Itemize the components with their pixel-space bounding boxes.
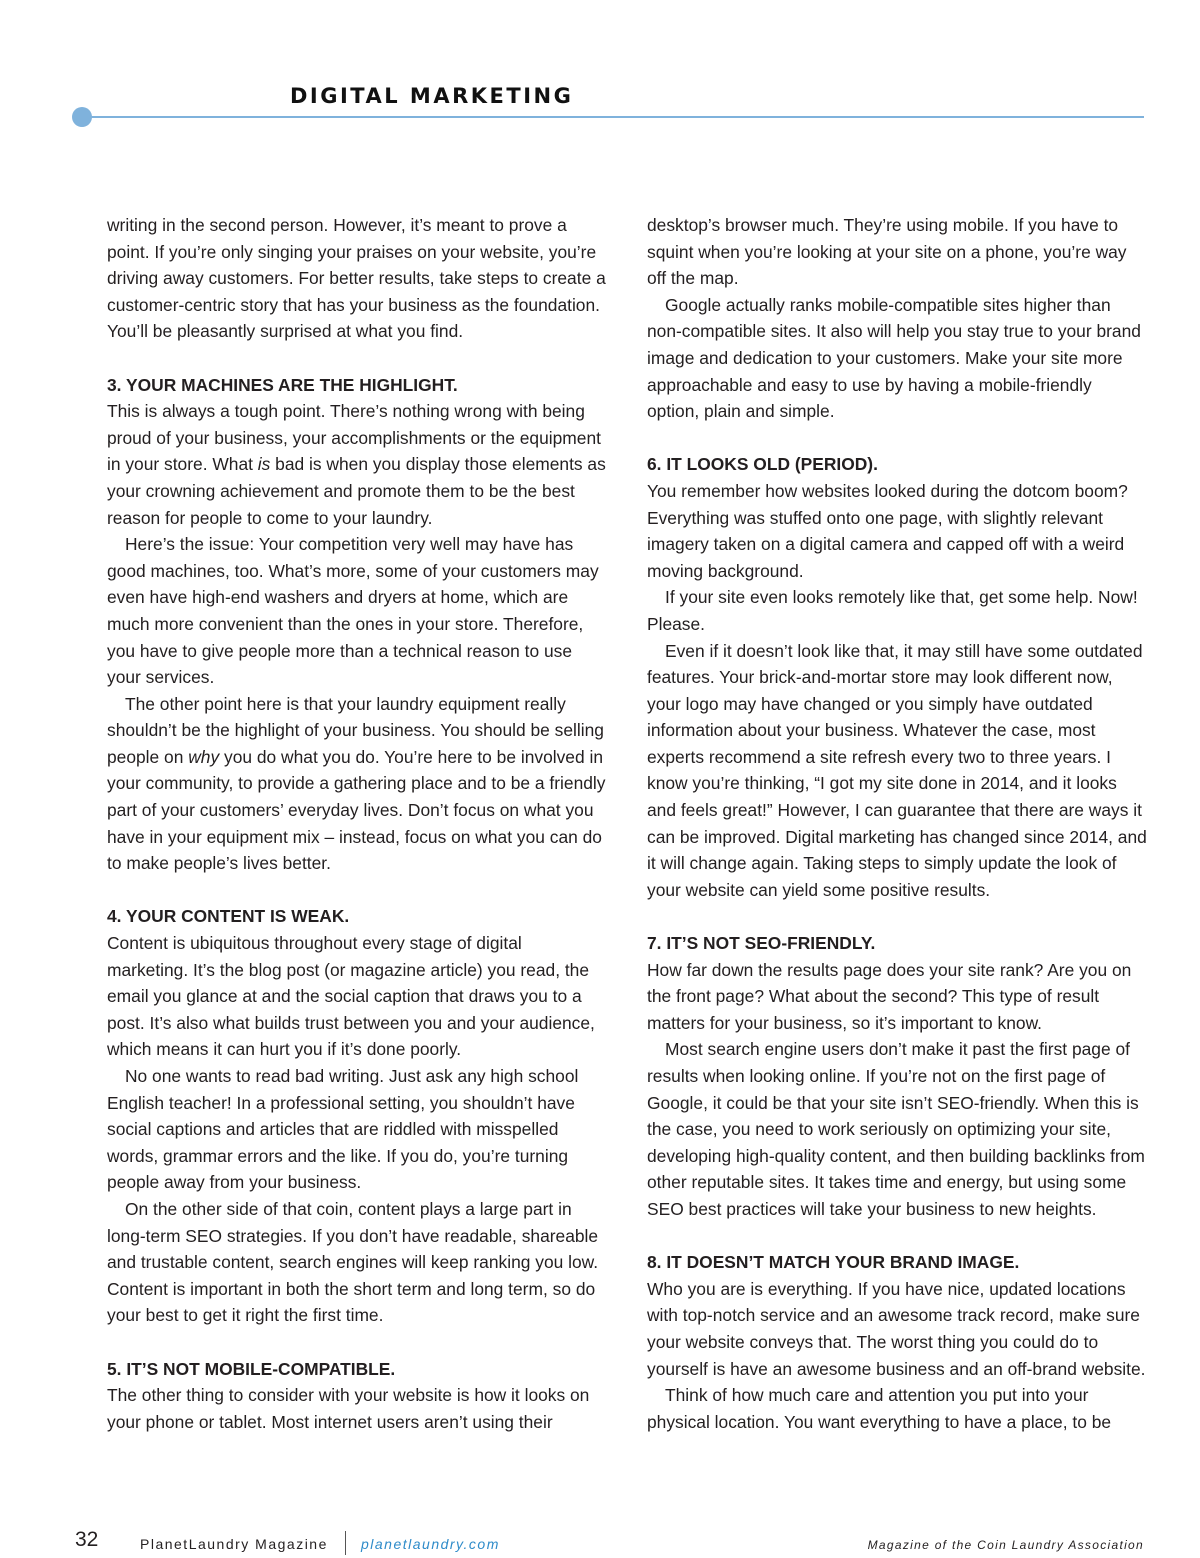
heading-brand: 8. IT DOESN’T MATCH YOUR BRAND IMAGE. xyxy=(647,1252,1020,1273)
paragraph-content-1: Content is ubiquitous throughout every stage of digital marketing. It’s the blog post (or magazine article) you read, the email you glance at and the social caption that draws you to a post. It’s also what builds trust between you and your audience, which means it can hurt you if it’s done poorly. xyxy=(107,933,595,1060)
header-rule xyxy=(82,116,1144,118)
section-title: DIGITAL MARKETING xyxy=(290,84,574,108)
footer-separator xyxy=(345,1531,346,1555)
paragraph-machines-1: This is always a tough point. There’s nothing wrong with being proud of your business, your accomplishments or the equipment in your store. What is bad is when you display those elements as your crowning achievement and promote them to be the best reason for people to come to your laundry. xyxy=(107,401,606,528)
heading-machines: 3. YOUR MACHINES ARE THE HIGHLIGHT. xyxy=(107,374,458,395)
paragraph-content-2: No one wants to read bad writing. Just ask any high school English teacher! In a professional setting, you shouldn’t have social captions and articles that are riddled with misspelled words, grammar errors and the like. If you do, you’re turning people away from your business. xyxy=(107,1066,579,1193)
magazine-tagline: Magazine of the Coin Laundry Association xyxy=(867,1538,1144,1552)
paragraph-content-3: On the other side of that coin, content plays a large part in long-term SEO strategies. If you don’t have readable, shareable and trustable content, search engines will keep ranking you low. Content is important in both the short term and long term, so do your best to get it right the first time. xyxy=(107,1198,599,1326)
heading-content: 4. YOUR CONTENT IS WEAK. xyxy=(107,906,350,927)
paragraph-machines-2: Here’s the issue: Your competition very well may have has good machines, too. What’s more, some of your customers may even have high-end washers and dryers at home, which are much more convenient than the ones in your store. Therefore, you have to give people more than a technical reason to use your services. xyxy=(107,534,599,688)
heading-looks-old: 6. IT LOOKS OLD (PERIOD). xyxy=(647,454,878,475)
paragraph-intro: writing in the second person. However, it’s meant to prove a point. If you’re only singing your praises on your website, you’re driving away customers. For better results, take steps to create a customer-centric story that has your business as the foundation. You’ll be pleasantly surprised at what you find. xyxy=(107,215,606,342)
left-column xyxy=(107,212,607,1435)
heading-mobile: 5. IT’S NOT MOBILE-COMPATIBLE. xyxy=(107,1358,396,1379)
right-column xyxy=(647,212,1147,1435)
paragraph-looks-old-1: You remember how websites looked during the dotcom boom? Everything was stuffed onto one page, with slightly relevant imagery taken on a digital camera and capped off with a weird moving background. xyxy=(647,480,1128,581)
paragraph-brand-2: Think of how much care and attention you put into your physical location. You want everything to have a place, to be xyxy=(647,1385,1112,1432)
paragraph-looks-old-3: Even if it doesn’t look like that, it may still have some outdated features. Your brick-and-mortar store may look different now, your logo may have changed or you simply have outdated information about your business. Whatever the case, most experts recommend a site refresh every two to three years. I know you’re thinking, “I got my site done in 2014, and it looks and feels great!” However, I can guarantee that there are ways it can be improved. Digital marketing has changed since 2014, and it will change again. Taking steps to simply update the look of your website can yield some positive results. xyxy=(647,640,1147,900)
paragraph-mobile-1: The other thing to consider with your website is how it looks on your phone or tablet. Most internet users aren’t using their xyxy=(107,1385,590,1432)
paragraph-machines-3: The other point here is that your laundry equipment really shouldn’t be the highlight of your business. You should be selling people on why you do what you do. You’re here to be involved in your community, to provide a gathering place and to be a friendly part of your customers’ everyday lives. Don’t focus on what you have in your equipment mix – instead, focus on what you can do to make people’s lives better. xyxy=(107,693,606,874)
paragraph-mobile-1-cont: desktop’s browser much. They’re using mobile. If you have to squint when you’re looking at your site on a phone, you’re way off the map. xyxy=(647,215,1127,289)
paragraph-seo-2: Most search engine users don’t make it past the first page of results when looking online. If you’re not on the first page of Google, it could be that your site isn’t SEO-friendly. When this is the case, you need to work seriously on optimizing your site, developing high-quality content, and then building backlinks from other reputable sites. It takes time and energy, but using some SEO best practices will take your business to new heights. xyxy=(647,1039,1145,1219)
paragraph-looks-old-2: If your site even looks remotely like that, get some help. Now! Please. xyxy=(647,587,1138,634)
magazine-name: PlanetLaundry Magazine xyxy=(140,1536,328,1552)
paragraph-mobile-2: Google actually ranks mobile-compatible sites higher than non-compatible sites. It also will help you stay true to your brand image and dedication to your customers. Make your site more approachable and easy to use by having a mobile-friendly option, plain and simple. xyxy=(647,294,1141,422)
page-number: 32 xyxy=(75,1528,99,1551)
paragraph-seo-1: How far down the results page does your site rank? Are you on the front page? What about the second? This type of result matters for your business, so it’s important to know. xyxy=(647,959,1132,1033)
paragraph-brand-1: Who you are is everything. If you have nice, updated locations with top-notch service and an awesome track record, make sure your website conveys that. The worst thing you could do to yourself is have an awesome business and an off-brand website. xyxy=(647,1278,1146,1379)
heading-seo: 7. IT’S NOT SEO-FRIENDLY. xyxy=(647,933,876,954)
magazine-url-link[interactable]: planetlaundry.com xyxy=(361,1536,500,1552)
